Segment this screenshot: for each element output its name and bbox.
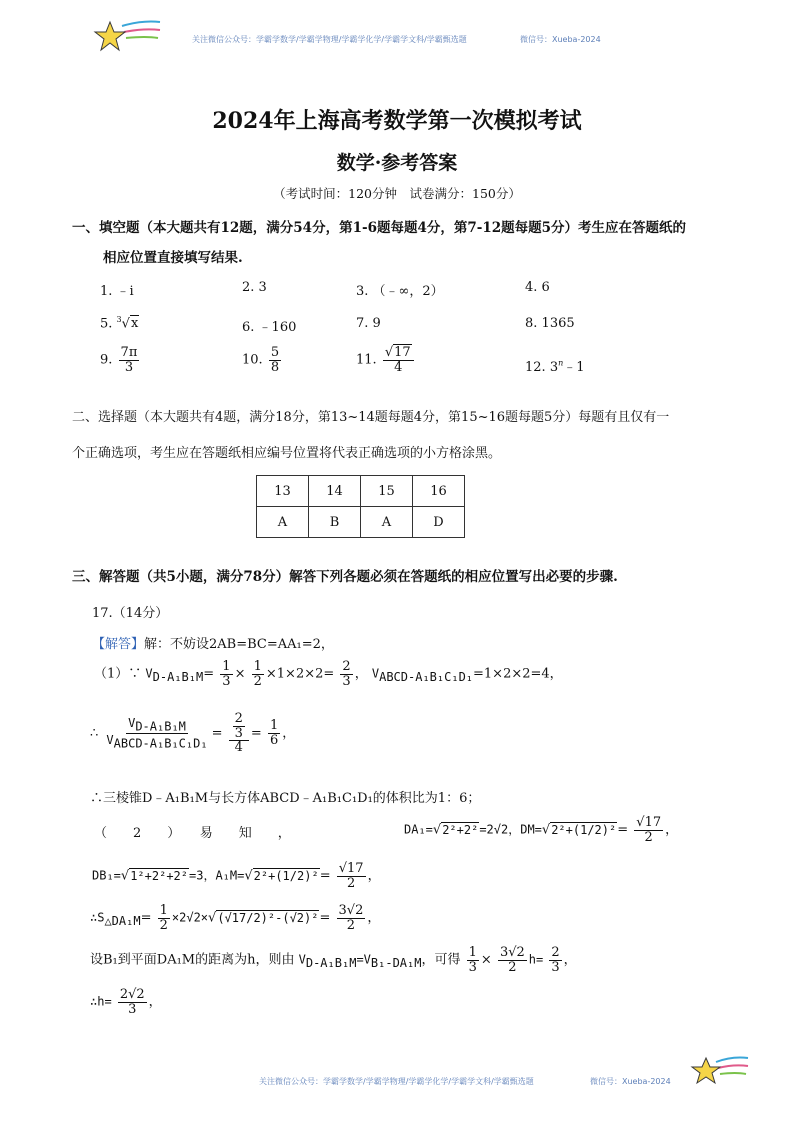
section1-heading-cont: 相应位置直接填写结果.: [103, 250, 243, 266]
answer-10: 10. $\frac{5}{8}$: [242, 345, 280, 375]
distance-line: 设B₁到平面DA₁M的距离为h，则由 $V_{D-A_1B_1M}=V_{B_1-DA_1M}$，可得 $\frac{1}{3}$ × $\frac{3√2}{2}$ h= $\frac{2}{3}$ ，: [90, 945, 577, 975]
part2-db1-a1m: DB₁=√1²+2²+2²=3，A₁M=√2²+(1/2)²= $\frac{√17}{2}$ ，: [92, 861, 381, 891]
table-header-cell: 13: [257, 476, 309, 507]
answer-12: 12. 3$^n$﹣1: [525, 358, 585, 375]
section2-heading: 二、选择题（本大题共有4题，满分18分，第13~14题每题4分，第15~16题每题5分）每题有且仅有一: [72, 410, 670, 425]
table-cell: A: [257, 507, 309, 538]
part1-line: （1）∵ $V_{D-A_1B_1M}=$ $\frac{1}{3}$ × $\frac{1}{2}$ ×1×2×2= $\frac{2}{3}$ ， $V_{ABCD-A_1B_1C_1D_1}=1\times 2\times 2=4$，: [94, 659, 563, 689]
part2-da1-dm: DA₁=√2²+2²=2√2，DM=√2²+(1/2)²= $\frac{√17}{2}$ ，: [404, 815, 679, 845]
answer-3: 3. （﹣∞，2）: [356, 284, 444, 299]
answer-6: 6. ﹣160: [242, 320, 297, 335]
solution-tag: 【解答】: [92, 637, 145, 652]
area-line: $\therefore S_{\triangle DA_1M}=$ $\frac{1}{2}$ ×2√2×√(√17/2)²-(√2)²= $\frac{3√2}{2}$ ，: [90, 903, 381, 933]
part2-label: （ 2 ） 易 知 ，: [94, 826, 291, 841]
table-cell: D: [413, 507, 465, 538]
table-header-cell: 15: [361, 476, 413, 507]
table-header-cell: 16: [413, 476, 465, 507]
answer-5: 5. $^3$√x: [100, 315, 139, 332]
table-cell: A: [361, 507, 413, 538]
question-17-label: 17.（14分）: [92, 606, 169, 621]
answer-9: 9. $\frac{7\pi}{3}$: [100, 345, 138, 375]
answer-11: 11. $\frac{√17}{4}$: [356, 346, 416, 374]
choice-answer-table: [256, 475, 465, 538]
section1-heading: 一、填空题（本大题共有12题，满分54分，第1-6题每题4分，第7-12题每题5分）考生应在答题纸的: [72, 220, 687, 236]
page-title: 2024年上海高考数学第一次模拟考试: [212, 108, 582, 134]
page-subtitle: 数学·参考答案: [336, 152, 458, 174]
header-text: 关注微信公众号：学霸学数学/学霸学物理/学霸学化学/学霸学文科/学霸甄选题: [192, 35, 467, 44]
answer-4: 4. 6: [525, 280, 550, 295]
volume-ratio-conclusion: ∴三棱锥D﹣A₁B₁M与长方体ABCD﹣A₁B₁C₁D₁的体积比为1：6；: [90, 791, 481, 806]
star-footer-icon: [690, 1050, 750, 1090]
answer-8: 8. 1365: [525, 316, 575, 331]
exam-meta: （考试时间：120分钟 试卷满分：150分）: [273, 186, 521, 201]
answer-7: 7. 9: [356, 316, 381, 331]
footer-text: 关注微信公众号：学霸学数学/学霸学物理/学霸学化学/学霸学文科/学霸甄选题: [259, 1077, 534, 1086]
section3-heading: 三、解答题（共5小题，满分78分）解答下列各题必须在答题纸的相应位置写出必要的步骤.: [72, 569, 618, 585]
ratio-line: ∴ $\frac{V_{D-A_1B_1M}}{V_{ABCD-A_1B_1C_1D_1}}$ = $\frac{\frac{2}{3}}{4}$ = $\frac{1}{6}$ ，: [90, 711, 296, 756]
table-header-cell: 14: [309, 476, 361, 507]
h-result-line: ∴h= $\frac{2√2}{3}$ ，: [90, 987, 162, 1017]
section2-heading-cont: 个正确选项，考生应在答题纸相应编号位置将代表正确选项的小方格涂黑。: [72, 446, 502, 461]
star-logo-icon: [92, 16, 162, 56]
table-cell: B: [309, 507, 361, 538]
footer-wechat: 微信号：Xueba-2024: [590, 1077, 671, 1086]
solution-intro: 【解答】解：不妨设2AB=BC=AA₁=2，: [92, 637, 334, 652]
answer-2: 2. 3: [242, 280, 267, 295]
header-wechat: 微信号：Xueba-2024: [520, 35, 601, 44]
answer-1: 1. ﹣i: [100, 284, 134, 299]
